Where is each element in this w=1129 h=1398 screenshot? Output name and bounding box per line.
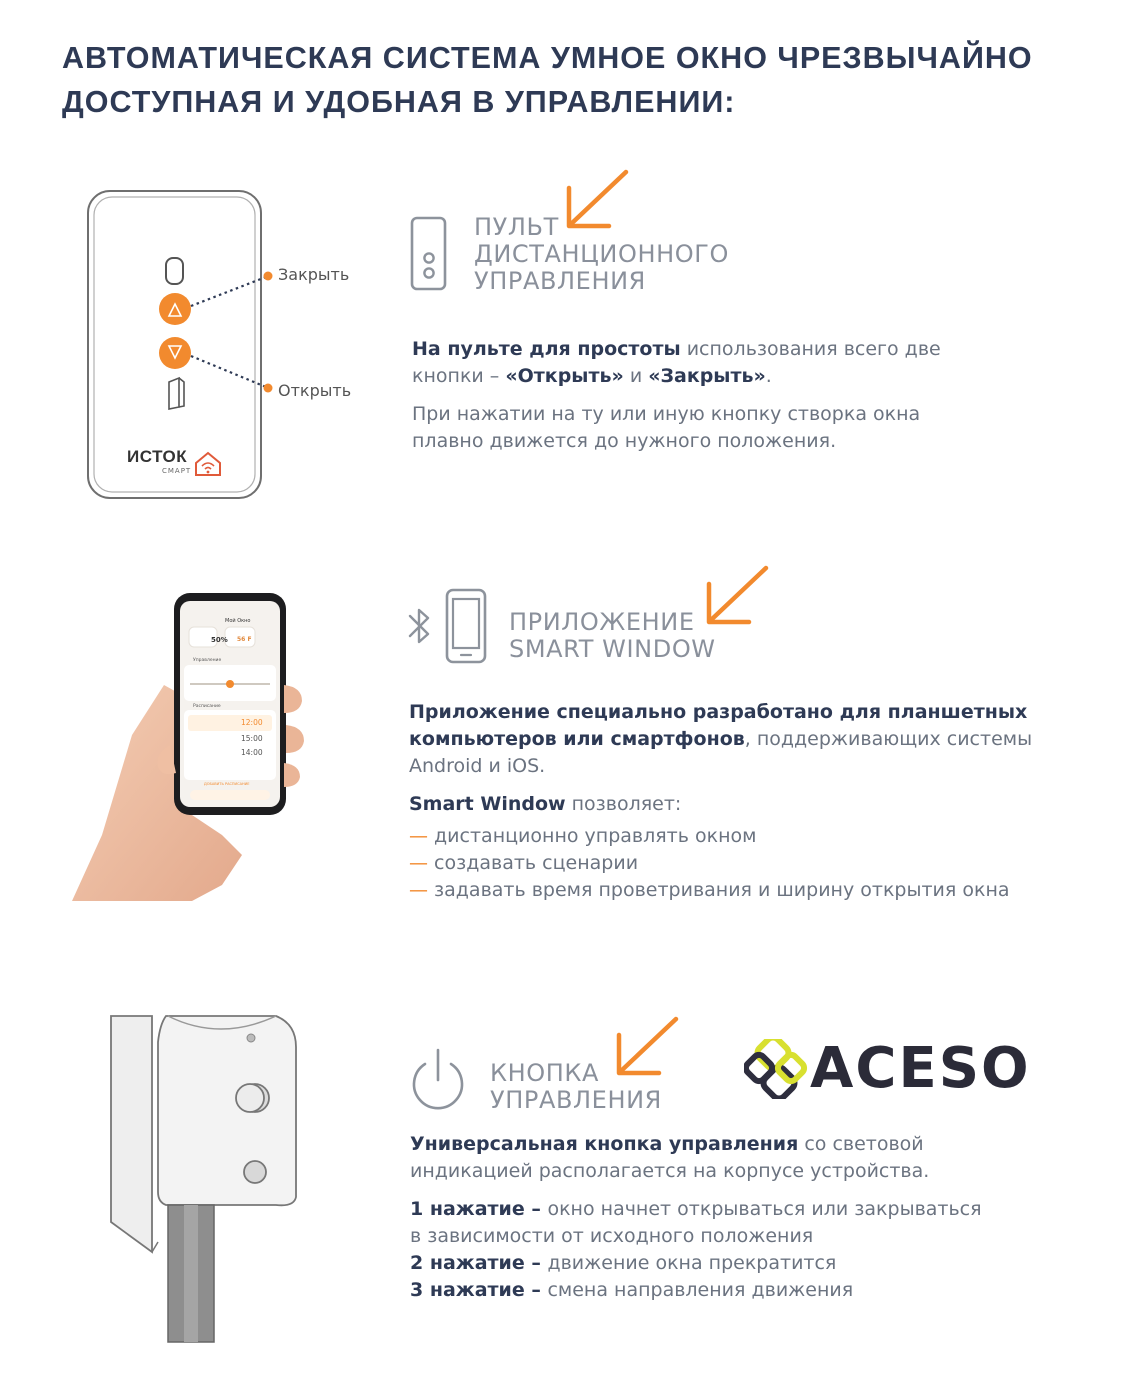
remote-paragraph-2 (412, 401, 920, 455)
press-item-2 (410, 1250, 982, 1277)
button-p1-text: со световой (798, 1133, 924, 1155)
remote-heading-line-3: УПРАВЛЕНИЯ (474, 267, 646, 295)
page-title-line-2: ДОСТУПНАЯ И УДОБНАЯ В УПРАВЛЕНИИ: (62, 85, 736, 119)
app-heading (509, 609, 716, 663)
app-heading-line-1: ПРИЛОЖЕНИЕ (509, 608, 695, 636)
phone-screen-title: Мой Окно (225, 618, 251, 624)
list-item-text: дистанционно управлять окном (434, 825, 757, 847)
aceso-logo-text: ACESO (810, 1036, 1031, 1101)
phone-add-button: ДОБАВИТЬ РАСПИСАНИЕ (204, 782, 250, 786)
remote-control-drawing (80, 185, 380, 505)
button-p1-bold: Универсальная кнопка управления (410, 1133, 799, 1155)
remote-p1-bold: На пульте для простоты (412, 338, 681, 360)
app-paragraph-1 (409, 699, 1032, 780)
remote-brand-name: ИСТОК (127, 447, 188, 466)
press-1-text: окно начнет открываться или закрываться (547, 1198, 982, 1220)
remote-heading-line-2: ДИСТАНЦИОННОГО (474, 240, 729, 268)
button-heading (490, 1060, 662, 1114)
list-dash: — (409, 825, 428, 847)
remote-paragraph-1 (412, 336, 941, 390)
phone-time-2: 15:00 (241, 734, 263, 743)
button-p1-text-2: индикацией располагается на корпусе устройства. (410, 1160, 930, 1182)
remote-heading-line-1: ПУЛЬТ (474, 213, 559, 241)
remote-p1-end: . (765, 365, 772, 387)
app-p2-text: позволяет: (565, 793, 682, 815)
button-paragraph-1 (410, 1131, 929, 1185)
aceso-logo-mark (744, 1039, 808, 1099)
list-item (409, 823, 1010, 850)
list-item-text: задавать время проветривания и ширину открытия окна (434, 879, 1010, 901)
button-heading-line-1: КНОПКА (490, 1059, 600, 1087)
app-p1-bold-1: Приложение специально разработано для планшетных (409, 701, 1028, 723)
remote-close-label: Закрыть (278, 265, 350, 284)
press-2-label: 2 нажатие – (410, 1252, 548, 1274)
phone-section-1: Управление (193, 658, 222, 663)
press-1-label: 1 нажатие – (410, 1198, 548, 1220)
smartphone-icon (443, 588, 489, 664)
phone-time-1: 12:00 (241, 718, 263, 727)
list-item (409, 850, 1010, 877)
remote-p2-line-1: При нажатии на ту или иную кнопку створка окна (412, 403, 921, 425)
remote-open-label: Открыть (278, 381, 352, 400)
list-item (409, 877, 1010, 904)
remote-brand-sub: СМАРТ (162, 467, 192, 475)
phone-section-2: Расписание (193, 704, 221, 709)
press-item-3 (410, 1277, 982, 1304)
aceso-logo (744, 1036, 1094, 1102)
app-p1-bold-2: компьютеров или смартфонов (409, 728, 745, 750)
app-p1-text-2: , поддерживающих системы (744, 728, 1033, 750)
page-title-line-1: АВТОМАТИЧЕСКАЯ СИСТЕМА УМНОЕ ОКНО ЧРЕЗВЫЧАЙНО (62, 41, 1033, 75)
list-item-text: создавать сценарии (434, 852, 639, 874)
phone-stat-1: 50% (211, 636, 228, 644)
press-3-label: 3 нажатие – (410, 1279, 548, 1301)
remote-p1-close: «Закрыть» (648, 365, 766, 387)
button-heading-line-2: УПРАВЛЕНИЯ (490, 1086, 662, 1114)
power-icon (406, 1046, 470, 1112)
remote-p2-line-2: плавно движется до нужного положения. (412, 430, 837, 452)
app-heading-line-2: SMART WINDOW (509, 635, 716, 663)
remote-p1-text: использования всего две (680, 338, 941, 360)
press-3-text: смена направления движения (547, 1279, 854, 1301)
app-paragraph-2 (409, 791, 681, 818)
press-2-text: движение окна прекратится (547, 1252, 837, 1274)
list-dash: — (409, 879, 428, 901)
hand-phone-drawing (72, 585, 322, 905)
phone-stat-2: 56 F (237, 636, 252, 643)
remote-illustration (80, 185, 380, 505)
app-p2-bold: Smart Window (409, 793, 566, 815)
app-p1-text-3: Android и iOS. (409, 755, 546, 777)
remote-p1-and: и (623, 365, 649, 387)
remote-heading (474, 214, 729, 295)
remote-p1-open: «Открыть» (505, 365, 624, 387)
hand-with-phone (72, 585, 322, 905)
list-dash: — (409, 852, 428, 874)
device-button-illustration (100, 1012, 310, 1352)
page-title (62, 36, 1102, 124)
press-1-text-2: в зависимости от исходного положения (410, 1225, 814, 1247)
button-press-list (410, 1196, 982, 1304)
phone-time-3: 14:00 (241, 748, 263, 757)
remote-icon (408, 216, 450, 292)
remote-p1-text-2: кнопки – (412, 365, 506, 387)
press-item-1 (410, 1196, 982, 1223)
bluetooth-icon (406, 604, 434, 648)
remote-brand (127, 447, 192, 475)
app-feature-list (409, 823, 1010, 904)
